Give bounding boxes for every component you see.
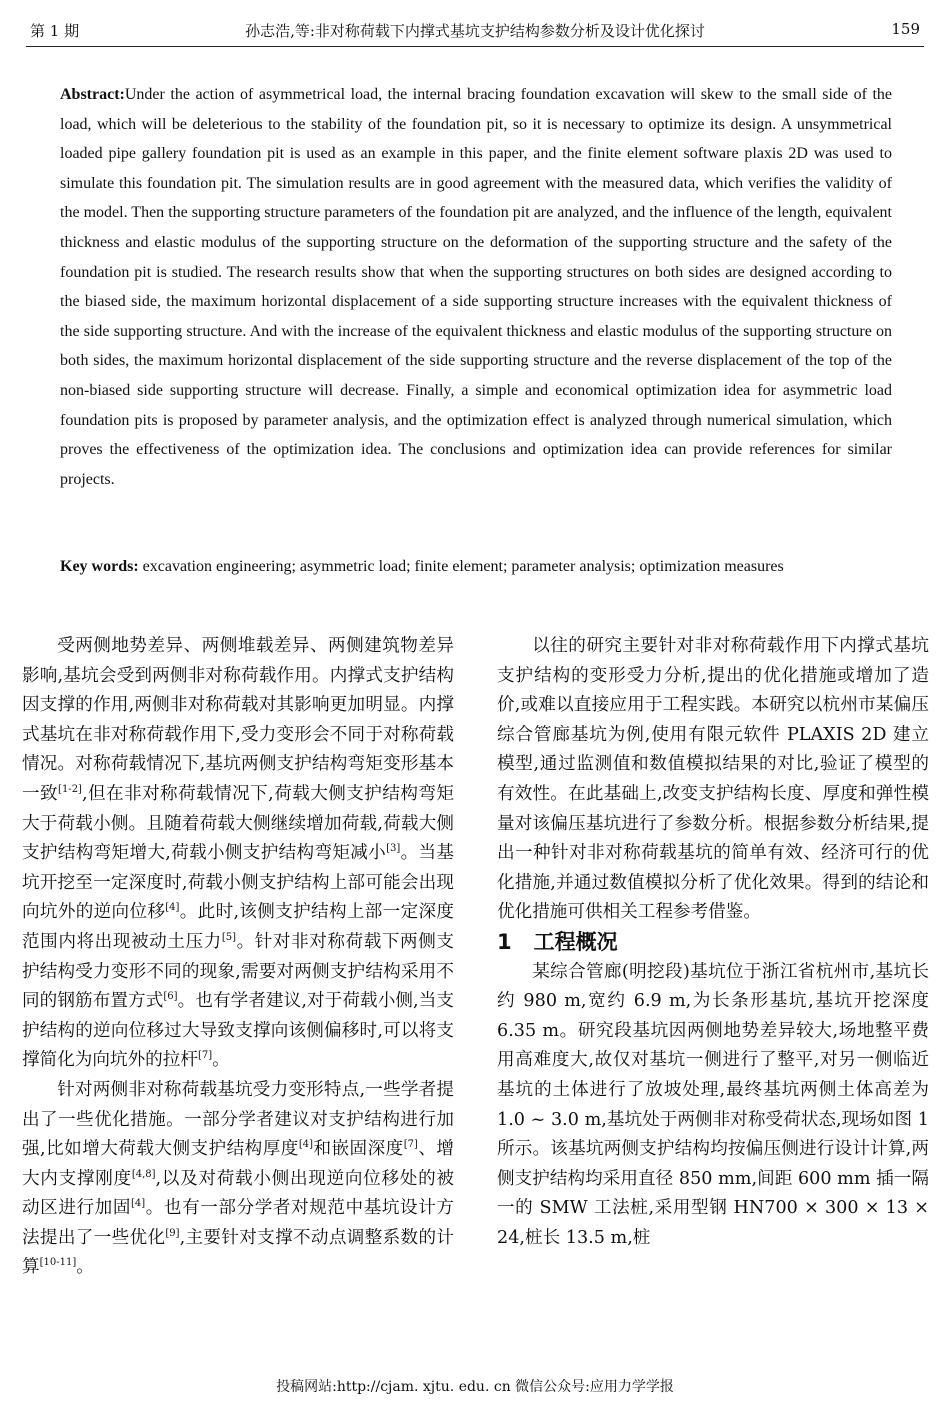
abstract-label: Abstract — [60, 86, 120, 103]
left-column — [22, 632, 454, 1283]
abstract-text: Under the action of asymmetrical load, the internal bracing foundation excavation will skew to the small side of the load, which will be deleterious to the stability of the foundation pit, so it is necessary to optimize its design. A unsymmetrical loaded pipe gallery foundation pit is used as an example in this paper, and the finite element software plaxis 2D was used to simulate this foundation pit. The simulation results are in good agreement with the measured data, which verifies the validity of the model. Then the supporting structure parameters of the foundation pit are analyzed, and the influence of the length, equivalent thickness and elastic modulus of the supporting structure on the deformation of the supporting structure and the safety of the foundation pit is studied. The research results show that when the supporting structures on both sides are designed according to the biased side, the maximum horizontal displacement of a side supporting structure increases with the equivalent thickness of the side supporting structure. And with the increase of the equivalent thickness and elastic modulus of the supporting structure on both sides, the maximum horizontal displacement of the side supporting structure and the reverse displacement of the top of the non-biased side supporting structure will decrease. Finally, a simple and economical optimization idea for asymmetric load foundation pits is proposed by parameter analysis, and the optimization effect is analyzed through numerical simulation, which proves the effectiveness of the optimization idea. The conclusions and optimization idea can provide references for similar projects. — [60, 86, 892, 488]
right-column — [497, 632, 929, 1253]
issue-number: 第 1 期 — [30, 22, 80, 40]
citation: [1-2] — [58, 784, 82, 796]
paragraph: 以往的研究主要针对非对称荷载作用下内撑式基坑支护结构的变形受力分析,提出的优化措施或增加了造价,或难以直接应用于工程实践。本研究以杭州市某偏压综合管廊基坑为例,使用有限元软件 PLAXIS 2D 建立模型,通过监测值和数值模拟结果的对比,验证了模型的有效性。在此基础上,改变支护结构长度、厚度和弹性模量对该偏压基坑进行了参数分析。根据参数分析结果,提出一种针对非对称荷载基坑的简单有效、经济可行的优化措施,并通过数值模拟分析了优化效果。得到的结论和优化措施可供相关工程参考借鉴。 — [497, 636, 929, 923]
section-title: 工程概况 — [533, 929, 618, 954]
citation: [6] — [163, 991, 178, 1003]
page-number: 159 — [891, 20, 920, 38]
citation: [4] — [165, 902, 180, 914]
paragraph: 某综合管廊(明挖段)基坑位于浙江省杭州市,基坑长约 980 m,宽约 6.9 m,为长条形基坑,基坑开挖深度 6.35 m。研究段基坑因两侧地势差异较大,场地整平费用高难度大,故仅对基坑一侧进行了整平,对另一侧临近基坑的土体进行了放坡处理,最终基坑两侧土体高差为 1.0 ~ 3.0 m,基坑处于两侧非对称受荷状态,现场如图 1 所示。该基坑两侧支护结构均按偏压侧进行设计计算,两侧支护结构均采用直径 850 mm,间距 600 mm 插一隔一的 SMW 工法桩,采用型钢 HN700 × 300 × 13 × 24,桩长 13.5 m,桩 — [497, 961, 929, 1248]
page-footer: 投稿网站:http://cjam. xjtu. edu. cn 微信公众号:应用力学学报 — [276, 1379, 674, 1395]
citation: [4] — [298, 1139, 313, 1151]
citation: [7] — [197, 1050, 213, 1062]
paragraph: 针对两侧非对称荷载基坑受力变形特点,一些学者提出了一些优化措施。一部分学者建议对支护结构进行加强,比如增大荷载大侧支护结构厚度[4]和嵌固深度[7]、增大内支撑刚度[4,8],以及对荷载小侧出现逆向位移处的被动区进行加固[4]。也有一部分学者对规范中基坑设计方法提出了一些优化[9],主要针对支撑不动点调整系数的计算[10-11]。 — [22, 1079, 454, 1278]
section-number: 1 — [497, 929, 512, 954]
citation: [3] — [386, 843, 401, 855]
keywords-block: Key words: excavation engineering; asymmetric load; finite element; parameter analysis; optimization measures — [60, 558, 784, 575]
paragraph: 受两侧地势差异、两侧堆载差异、两侧建筑物差异影响,基坑会受到两侧非对称荷载作用。内撑式支护结构因支撑的作用,两侧非对称荷载对其影响更加明显。内撑式基坑在非对称荷载作用下,受力变形会不同于对称荷载情况。对称荷载情况下,基坑两侧支护结构弯矩变形基本一致[1-2],但在非对称荷载情况下,荷载大侧支护结构弯矩大于荷载小侧。且随着荷载大侧继续增加荷载,荷载大侧支护结构弯矩增大,荷载小侧支护结构弯矩减小[3]。当基坑开挖至一定深度时,荷载小侧支护结构上部可能会出现向坑外的逆向位移[4]。此时,该侧支护结构上部一定深度范围内将出现被动土压力[5]。针对非对称荷载下两侧支护结构受力变形不同的现象,需要对两侧支护结构采用不同的钢筋布置方式[6]。也有学者建议,对于荷载小侧,当支护结构的逆向位移过大导致支撑向该侧偏移时,可以将支撑简化为向坑外的拉杆[7]。 — [22, 636, 454, 1071]
running-title: 孙志浩,等:非对称荷载下内撑式基坑支护结构参数分析及设计优化探讨 — [245, 22, 705, 40]
citation: [4,8] — [131, 1168, 156, 1180]
citation: [7] — [403, 1139, 418, 1151]
abstract-block: Abstract:Under the action of asymmetrical load, the internal bracing foundation excavation will skew to the small side of the load, which will be deleterious to the stability of the foundation pit, so it is necessary to optimize its design. A unsymmetrical loaded pipe gallery foundation pit is used as an example in this paper, and the finite element software plaxis 2D was used to simulate this foundation pit. The simulation results are in good agreement with the measured data, which verifies the validity of the model. Then the supporting structure parameters of the foundation pit are analyzed, and the influence of the length, equivalent thickness and elastic modulus of the supporting structure on the deformation of the supporting structure and the safety of the foundation pit is studied. The research results show that when the supporting structures on both sides are designed according to the biased side, the maximum horizontal displacement of a side supporting structure increases with the equivalent thickness of the side supporting structure. And with the increase of the equivalent thickness and elastic modulus of the supporting structure on both sides, the maximum horizontal displacement of the side supporting structure and the reverse displacement of the top of the non-biased side supporting structure will decrease. Finally, a simple and economical optimization idea for asymmetric load foundation pits is proposed by parameter analysis, and the optimization effect is analyzed through numerical simulation, which proves the effectiveness of the optimization idea. The conclusions and optimization idea can provide references for similar projects. — [60, 86, 892, 488]
citation: [10-11] — [39, 1257, 77, 1269]
citation: [9] — [165, 1228, 180, 1240]
section-heading — [497, 928, 929, 958]
running-header — [26, 12, 924, 47]
keywords-text: excavation engineering; asymmetric load; finite element; parameter analysis; optimization measures — [142, 558, 784, 575]
keywords-label: Key words — [60, 558, 134, 575]
citation: [5] — [221, 932, 236, 944]
citation: [4] — [131, 1198, 146, 1210]
